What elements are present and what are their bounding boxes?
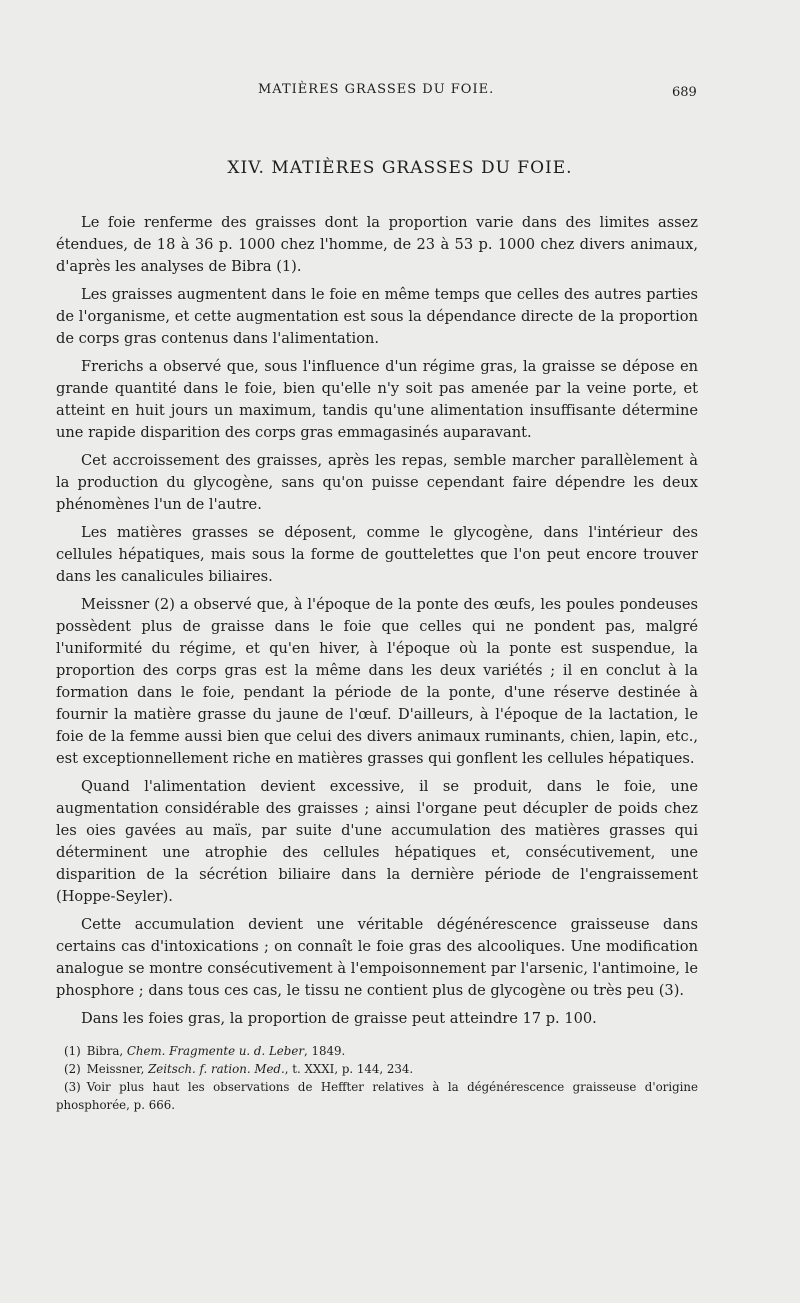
body-text <box>56 212 698 1114</box>
footnote-number: (2) <box>64 1062 81 1076</box>
paragraph: Le foie renferme des graisses dont la proportion varie dans des limites assez étendues, de 18 à 36 p. 1000 chez l'homme, de 23 à 53 p. 1000 chez divers animaux, d'après les analyses de Bibra (1). <box>56 214 698 275</box>
paragraph: Cet accroissement des graisses, après les repas, semble marcher parallèlement à la production du glycogène, sans qu'on puisse cependant faire dépendre les deux phénomènes l'un de l'autre. <box>56 452 698 513</box>
footnote-citation-title: Zeitsch. f. ration. Med. <box>148 1062 285 1076</box>
paragraph: Dans les foies gras, la proportion de graisse peut atteindre 17 p. 100. <box>81 1010 597 1027</box>
section-title: XIV. MATIÈRES GRASSES DU FOIE. <box>227 158 573 178</box>
footnote-number: (3) <box>64 1080 81 1094</box>
footnote <box>56 1060 698 1078</box>
footnote-citation-title: Chem. Fragmente u. d. Leber <box>126 1044 304 1058</box>
paragraph: Les graisses augmentent dans le foie en même temps que celles des autres parties de l'organisme, et cette augmentation est sous la dépendance directe de la proportion de corps gras contenus dans l'alimentation. <box>56 286 698 347</box>
running-header <box>0 82 800 106</box>
footnote-text: Bibra, <box>86 1044 124 1058</box>
running-title: MATIÈRES GRASSES DU FOIE. <box>258 82 495 97</box>
footnote <box>56 1042 698 1060</box>
paragraph: Cette accumulation devient une véritable dégénérescence graisseuse dans certains cas d'intoxications ; on connaît le foie gras des alcooliques. Une modification analogue se montre consécutivement à l'empoisonnement par l'arsenic, l'antimoine, le phosphore ; dans tous ces cas, le tissu ne contient plus de glycogène ou très peu (3). <box>56 916 698 999</box>
footnote-text: , 1849. <box>303 1044 346 1058</box>
footnotes <box>56 1042 698 1114</box>
footnote-text: Meissner, <box>86 1062 145 1076</box>
paragraph: Quand l'alimentation devient excessive, il se produit, dans le foie, une augmentation considérable des graisses ; ainsi l'organe peut décupler de poids chez les oies gavées au maïs, par suite d'une accumulation des matières grasses qui déterminent une atrophie des cellules hépatiques et, consécutivement, une disparition de la sécrétion biliaire dans la dernière période de l'engraissement (Hoppe-Seyler). <box>56 778 698 905</box>
paragraph: Frerichs a observé que, sous l'influence d'un régime gras, la graisse se dépose en grande quantité dans le foie, bien qu'elle n'y soit pas amenée par la veine porte, et atteint en huit jours un maximum, tandis qu'une alimentation insuffisante détermine une rapide disparition des corps gras emmagasinés auparavant. <box>56 358 698 441</box>
paragraph: Meissner (2) a observé que, à l'époque de la ponte des œufs, les poules pondeuses possèdent plus de graisse dans le foie que celles qui ne pondent pas, malgré l'uniformité du régime, et qu'en hiver, à l'époque où la ponte est suspendue, la proportion des corps gras est la même dans les deux variétés ; il en conclut à la formation dans le foie, pendant la période de la ponte, d'une réserve destinée à fournir la matière grasse du jaune de l'œuf. D'ailleurs, à l'époque de la lactation, le foie de la femme aussi bien que celui des divers animaux ruminants, chien, lapin, etc., est exceptionnellement riche en matières grasses qui gonflent les cellules hépatiques. <box>56 596 698 767</box>
footnote-number: (1) <box>64 1044 81 1058</box>
page-number: 689 <box>672 85 697 100</box>
paragraph: Les matières grasses se déposent, comme le glycogène, dans l'intérieur des cellules hépatiques, mais sous la forme de gouttelettes que l'on peut encore trouver dans les canalicules biliaires. <box>56 524 698 585</box>
footnote-text: Voir plus haut les observations de Heffter relatives à la dégénérescence graisseuse d'origine phosphorée, p. 666. <box>56 1080 698 1112</box>
footnote <box>56 1078 698 1114</box>
footnote-text: , t. XXXI, p. 144, 234. <box>284 1062 414 1076</box>
